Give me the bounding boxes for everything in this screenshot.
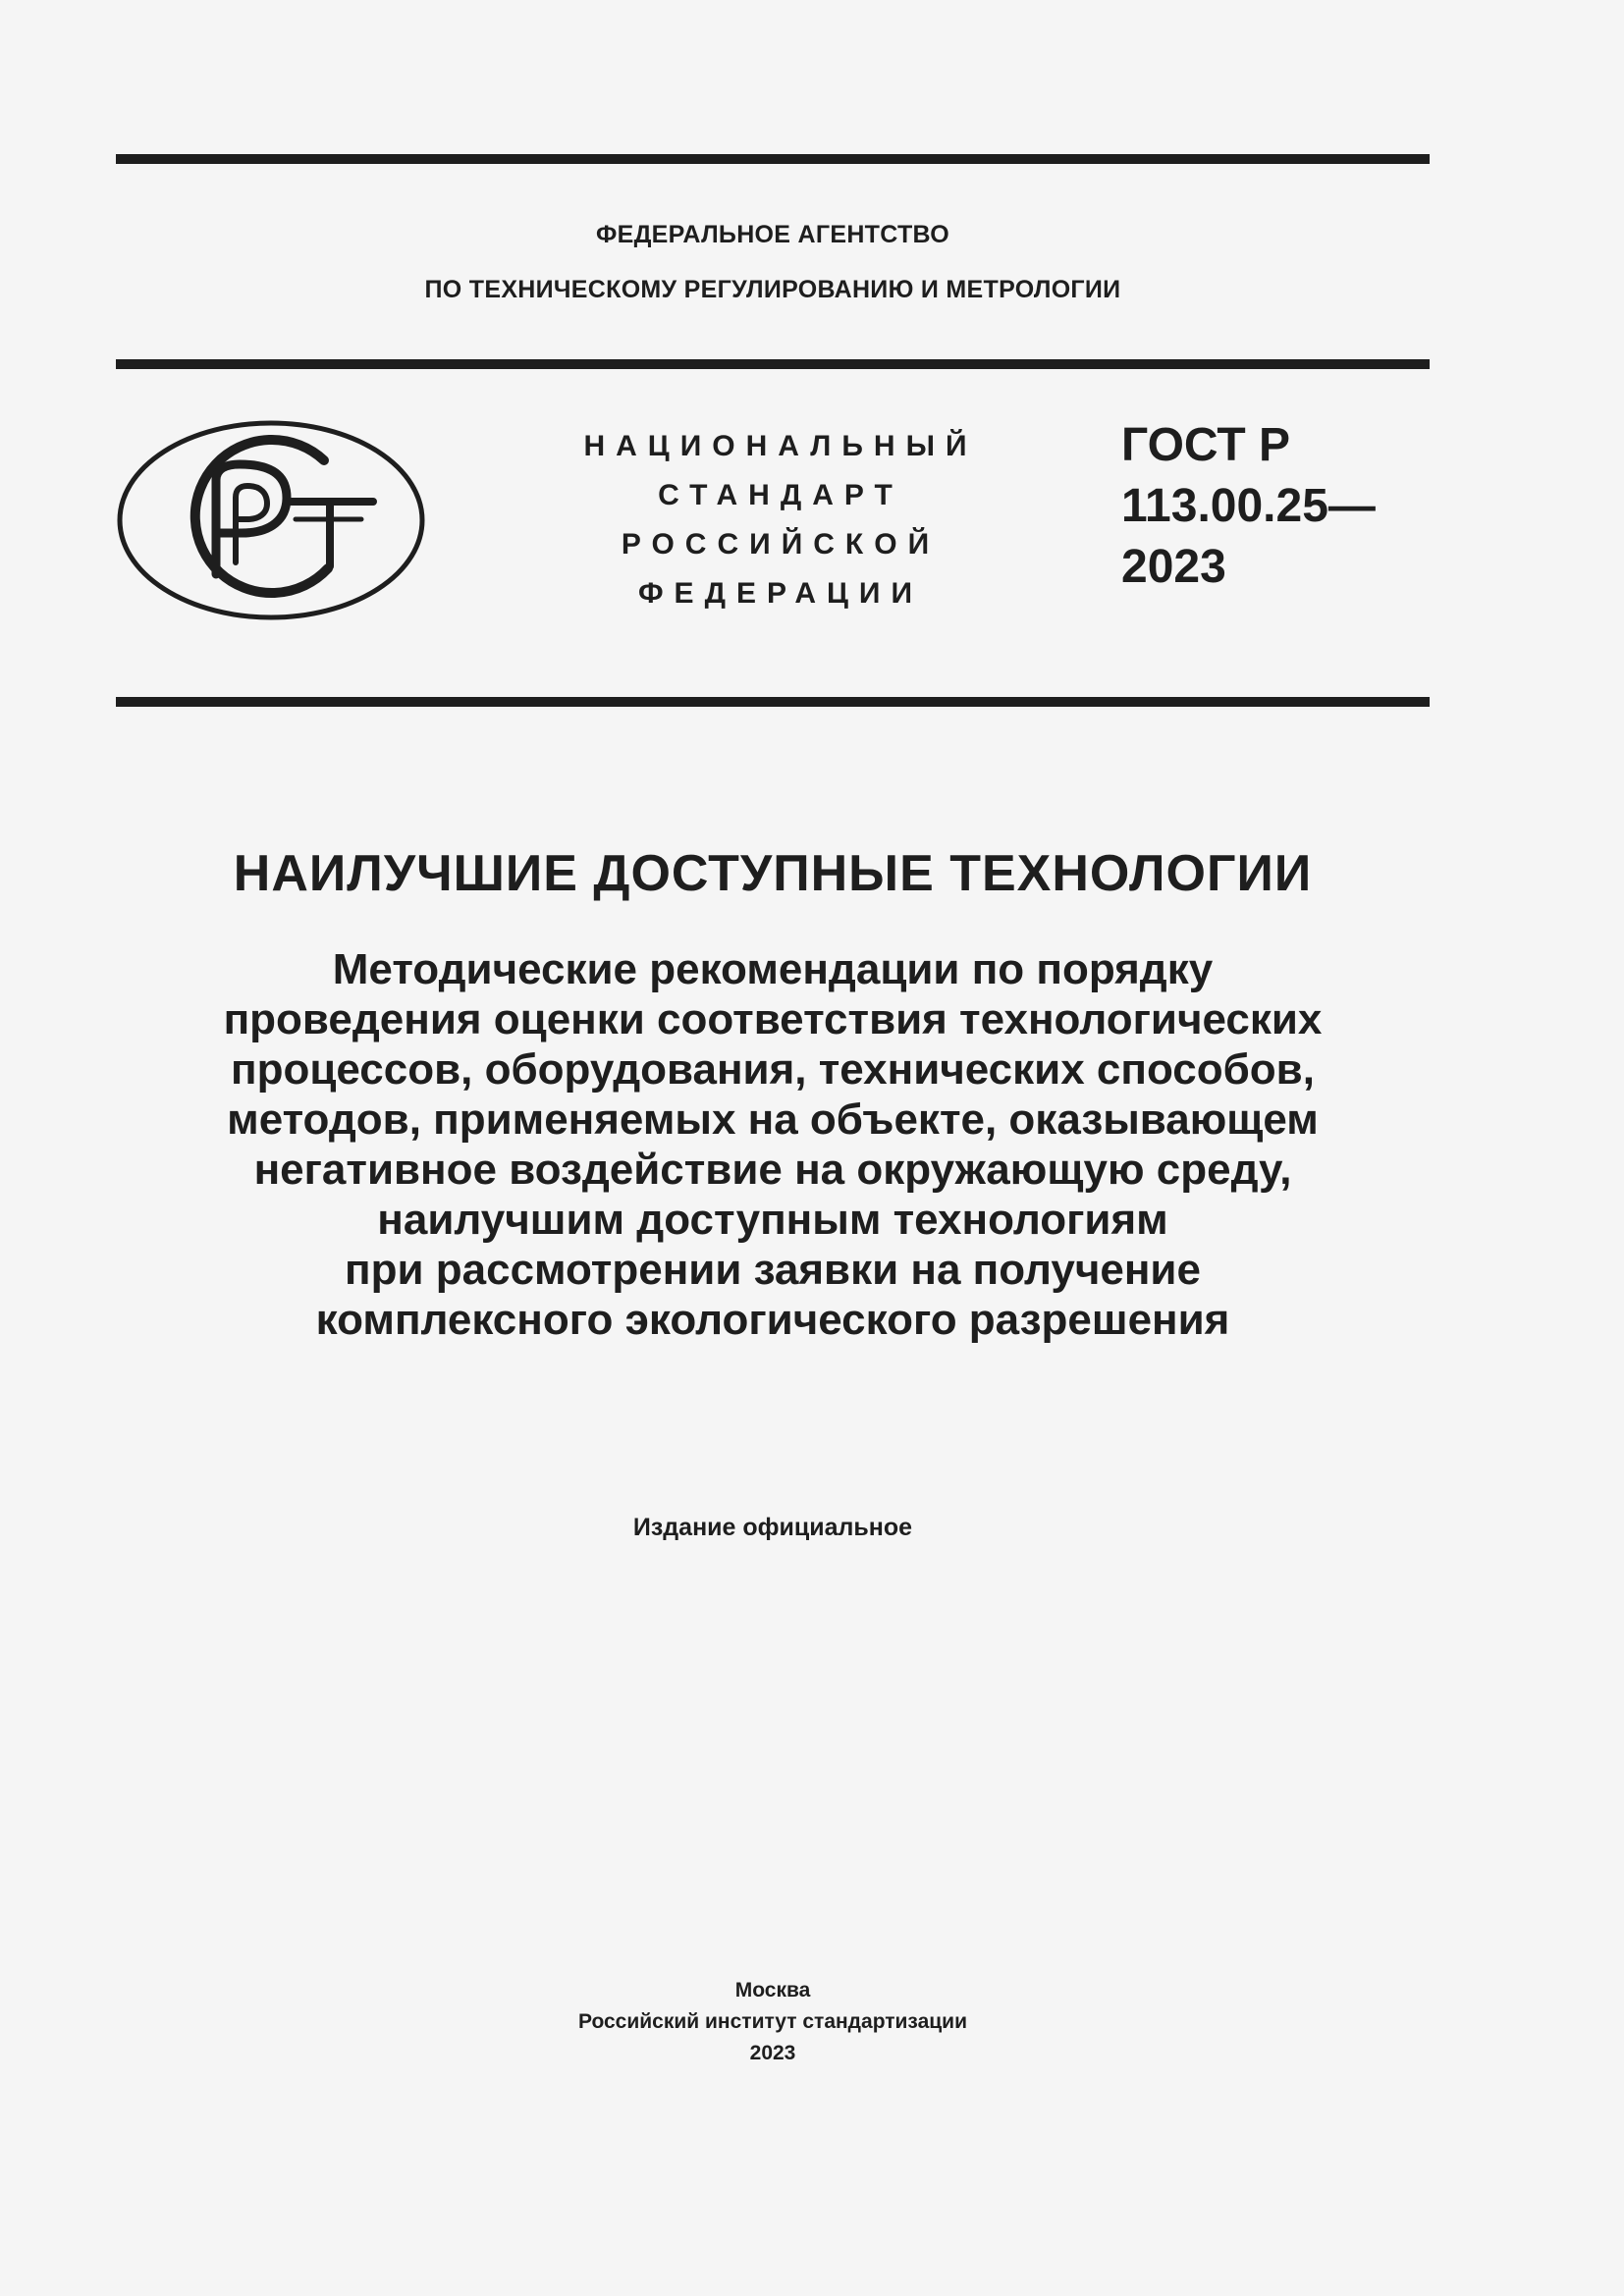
standard-type-line: НАЦИОНАЛЬНЫЙ [583, 430, 978, 462]
imprint-city: Москва [734, 1979, 811, 2002]
subtitle-line: процессов, оборудования, технических способов, [231, 1045, 1315, 1094]
imprint-publisher: Российский институт стандартизации [577, 2010, 968, 2033]
header-rule [116, 359, 1430, 369]
subtitle-line: методов, применяемых на объекте, оказывающем [227, 1095, 1319, 1144]
title-rule [116, 697, 1430, 707]
subtitle-line: наилучшим доступным технологиям [377, 1196, 1168, 1244]
edition-label: Издание официальное [632, 1514, 913, 1541]
subtitle-line: Методические рекомендации по порядку [332, 945, 1214, 993]
agency-name-line-2: ПО ТЕХНИЧЕСКОМУ РЕГУЛИРОВАНИЮ И МЕТРОЛОГИИ [424, 276, 1121, 303]
document-subtitle [116, 944, 1430, 1345]
standard-type-line: РОССИЙСКОЙ [621, 528, 941, 561]
subtitle-line: при рассмотрении заявки на получение [345, 1246, 1201, 1294]
designation-line: ГОСТ Р [1121, 419, 1291, 471]
subtitle-line: проведения оценки соответствия технологических [223, 995, 1323, 1043]
standard-type-line: СТАНДАРТ [658, 479, 903, 511]
document-title: НАИЛУЧШИЕ ДОСТУПНЫЕ ТЕХНОЛОГИИ [233, 845, 1313, 902]
standard-type-line: ФЕДЕРАЦИИ [637, 577, 924, 610]
imprint [116, 1975, 1430, 2069]
subtitle-line: комплексного экологического разрешения [315, 1296, 1230, 1344]
designation-line: 2023 [1121, 541, 1226, 593]
subtitle-line: негативное воздействие на окружающую среду, [253, 1146, 1292, 1194]
rst-certification-mark-icon [116, 419, 426, 621]
top-rule [116, 154, 1430, 164]
designation-line: 113.00.25— [1121, 480, 1376, 532]
national-standard-label [530, 422, 1031, 618]
standard-designation [1121, 415, 1376, 598]
agency-name-line-1: ФЕДЕРАЛЬНОЕ АГЕНТСТВО [595, 221, 950, 248]
imprint-year: 2023 [749, 2042, 796, 2064]
